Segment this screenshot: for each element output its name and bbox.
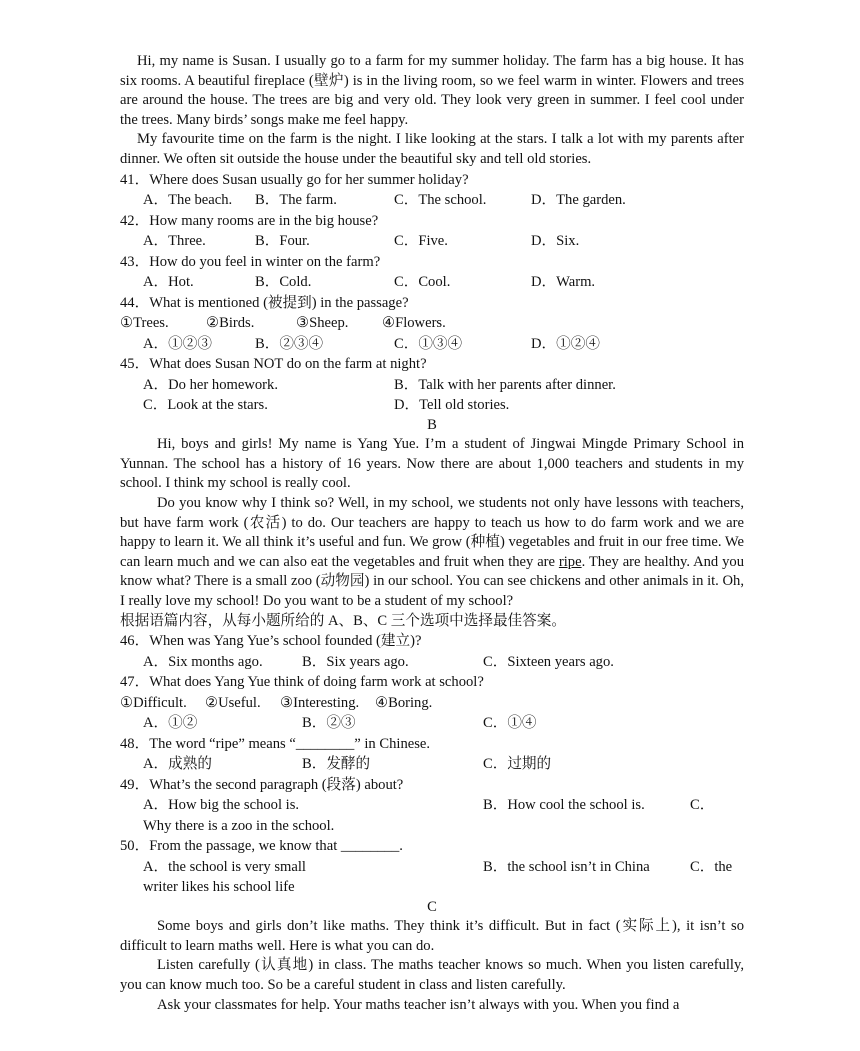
section-b-heading: B — [427, 416, 437, 433]
section-c-heading: C — [427, 898, 437, 915]
question-49-options — [120, 795, 744, 816]
option-a[interactable]: A．Three. — [143, 233, 206, 250]
option-c[interactable]: C．Sixteen years ago. — [483, 653, 614, 670]
passage-b-paragraph-2 — [120, 494, 744, 612]
option-d[interactable]: D．Six. — [531, 233, 580, 250]
question-48-stem: 48．The word “ripe” means “________” in Chinese. — [120, 735, 431, 752]
option-c-text[interactable]: writer likes his school life — [143, 879, 295, 896]
question-43-stem: 43．How do you feel in winter on the farm? — [120, 253, 381, 270]
option-c-label[interactable]: C．the — [690, 858, 733, 875]
option-b[interactable]: B．Six years ago. — [302, 653, 409, 670]
question-44-options — [120, 334, 744, 355]
option-a[interactable]: A．The beach. — [143, 192, 233, 209]
passage-b-text-after: . They are healthy. And you know what? There is a small zoo (动物园) in our school. You can see chickens and other animals in it. Oh, I really love my school! Do you want to be a student of my school? — [120, 553, 744, 609]
item-2: ②Birds. — [206, 315, 255, 332]
item-2: ②Useful. — [205, 694, 261, 711]
option-a[interactable]: A．the school is very small — [143, 858, 306, 875]
option-a[interactable]: A．How big the school is. — [143, 797, 300, 814]
option-b[interactable]: B．②③④ — [255, 335, 324, 352]
passage-a-paragraph-2: My favourite time on the farm is the night. I like looking at the stars. I talk a lot with my parents after dinner. We often sit outside the house under the beautiful sky and tell old stories. — [120, 131, 744, 167]
underlined-word-ripe: ripe — [558, 553, 582, 570]
question-47-items — [120, 693, 744, 714]
passage-c-paragraph-2: Listen carefully (认真地) in class. The maths teacher knows so much. When you listen carefully, you can know much too. So be a careful student in class and listen carefully. — [120, 957, 744, 993]
passage-c-paragraph-3: Ask your classmates for help. Your maths teacher isn’t always with you. When you find a — [157, 996, 680, 1013]
option-d[interactable]: D．①②④ — [531, 335, 600, 352]
option-c[interactable]: C．The school. — [394, 192, 487, 209]
question-47-stem: 47．What does Yang Yue think of doing farm work at school? — [120, 674, 484, 691]
question-41-options — [120, 190, 744, 211]
question-44-items — [120, 313, 744, 334]
option-b[interactable]: B．The farm. — [255, 192, 337, 209]
exam-page — [120, 52, 744, 1015]
question-42-options — [120, 231, 744, 252]
option-d[interactable]: D．The garden. — [531, 192, 626, 209]
option-c[interactable]: C．①④ — [483, 715, 537, 732]
option-c[interactable]: C．Look at the stars. — [143, 397, 268, 414]
question-43-options — [120, 272, 744, 293]
question-45-options-row-2 — [120, 395, 744, 416]
option-c-label[interactable]: C． — [690, 797, 715, 814]
passage-b-text-before: Do you know why I think so? Well, in my school, we students not only have lessons with teachers, but have farm work (农活) to do. Our teachers are happy to teach us how to do farm work and we are happy to learn it. We all think it’s useful and fun. We grow (种植) vegetables and fruit in our free time. We can learn much and we can also eat the vegetables and fruit when they are — [120, 494, 744, 570]
option-d[interactable]: D．Tell old stories. — [394, 397, 510, 414]
question-41-stem: 41．Where does Susan usually go for her summer holiday? — [120, 171, 469, 188]
passage-a-paragraph-1: Hi, my name is Susan. I usually go to a farm for my summer holiday. The farm has a big house. It has six rooms. A beautiful fireplace (壁炉) is in the living room, so we feel warm in winter. Flowers and trees are around the house. The trees are big and very old. They look very green in summer. I feel cool under the trees. Many birds’ songs make me feel happy. — [120, 53, 744, 128]
option-b[interactable]: B．the school isn’t in China — [483, 858, 650, 875]
question-46-options — [120, 652, 744, 673]
option-b[interactable]: B．Talk with her parents after dinner. — [394, 376, 616, 393]
option-c[interactable]: C．过期的 — [483, 756, 552, 773]
question-42-stem: 42．How many rooms are in the big house? — [120, 212, 379, 229]
option-c-text[interactable]: Why there is a zoo in the school. — [143, 817, 335, 834]
option-b[interactable]: B．发酵的 — [302, 756, 371, 773]
option-a[interactable]: A．①② — [143, 715, 198, 732]
question-45-options-row-1 — [120, 375, 744, 396]
item-1: ①Difficult. — [120, 694, 187, 711]
question-49-stem: 49．What’s the second paragraph (段落) about? — [120, 776, 404, 793]
option-d[interactable]: D．Warm. — [531, 274, 596, 291]
question-49-option-c-continued — [120, 816, 744, 837]
question-44-stem: 44．What is mentioned (被提到) in the passage? — [120, 294, 409, 311]
item-3: ③Sheep. — [296, 315, 349, 332]
option-a[interactable]: A．①②③ — [143, 335, 212, 352]
item-4: ④Flowers. — [382, 315, 446, 332]
option-a[interactable]: A．成熟的 — [143, 756, 212, 773]
item-4: ④Boring. — [375, 694, 433, 711]
option-b[interactable]: B．②③ — [302, 715, 356, 732]
passage-b-paragraph-1: Hi, boys and girls! My name is Yang Yue. I’m a student of Jingwai Mingde Primary School in Yunnan. The school has a history of 16 years. Now there are about 1,000 teachers and students in my school. I think my school is really cool. — [120, 436, 744, 492]
option-a[interactable]: A．Do her homework. — [143, 376, 278, 393]
question-47-options — [120, 713, 744, 734]
option-b[interactable]: B．Four. — [255, 233, 310, 250]
question-50-option-c-continued — [120, 877, 744, 898]
option-c[interactable]: C．①③④ — [394, 335, 463, 352]
option-c[interactable]: C．Five. — [394, 233, 448, 250]
option-a[interactable]: A．Hot. — [143, 274, 194, 291]
question-50-options — [120, 857, 744, 878]
question-48-options — [120, 754, 744, 775]
item-3: ③Interesting. — [280, 694, 360, 711]
question-50-stem: 50．From the passage, we know that ________. — [120, 838, 403, 855]
option-c[interactable]: C．Cool. — [394, 274, 451, 291]
instruction-text: 根据语篇内容，从每小题所给的 A、B、C 三个选项中选择最佳答案。 — [120, 612, 566, 629]
option-b[interactable]: B．Cold. — [255, 274, 312, 291]
item-1: ①Trees. — [120, 315, 169, 332]
question-46-stem: 46．When was Yang Yue’s school founded (建立)? — [120, 633, 422, 650]
passage-c-paragraph-1: Some boys and girls don’t like maths. They think it’s difficult. But in fact (实际上), it isn’t so difficult to learn maths well. Here is what you can do. — [120, 918, 744, 954]
question-45-stem: 45．What does Susan NOT do on the farm at night? — [120, 356, 427, 373]
option-a[interactable]: A．Six months ago. — [143, 653, 263, 670]
option-b[interactable]: B．How cool the school is. — [483, 797, 645, 814]
